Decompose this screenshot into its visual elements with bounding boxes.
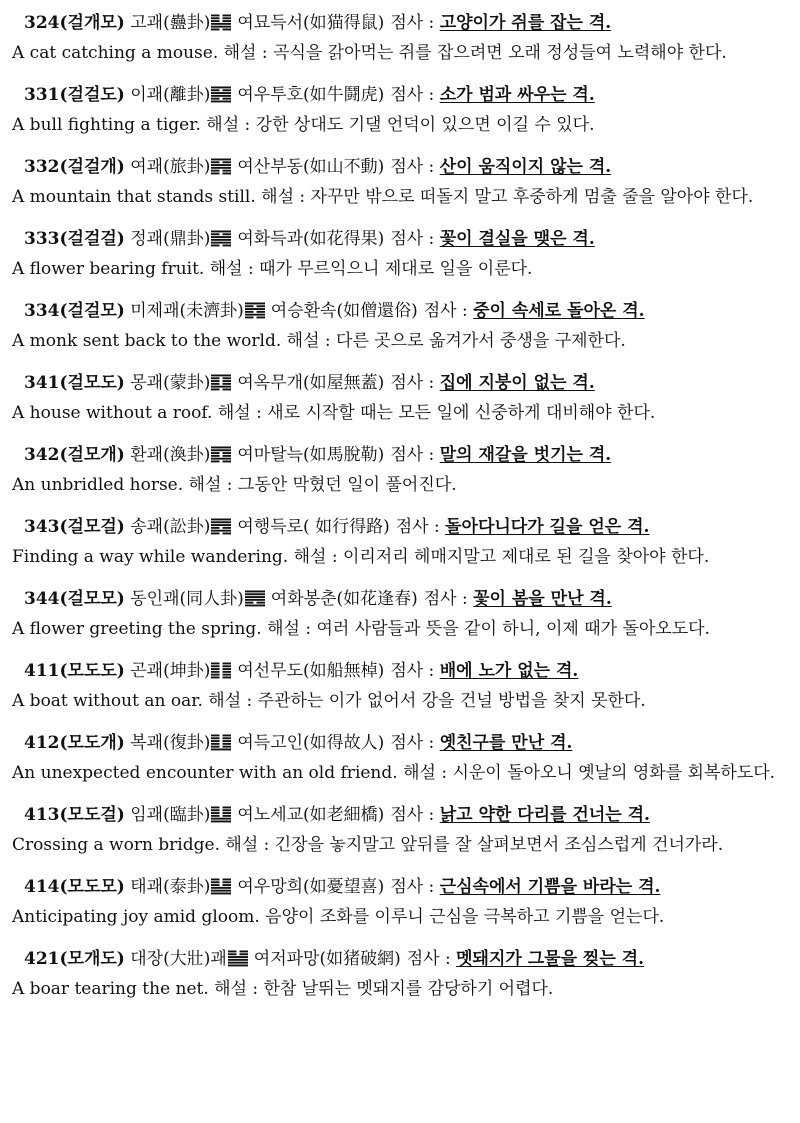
yin-line (256, 317, 265, 319)
yin-line (239, 953, 248, 955)
entry-description-line (12, 184, 782, 211)
entry-description: A flower bearing fruit. 해설 : 때가 무르익으니 제대로 일을 이룬다. (12, 259, 533, 279)
yin-line (228, 953, 237, 955)
entry-number: 412(모도개) (24, 733, 125, 753)
yin-line (211, 233, 220, 235)
oracle-label: 점사 : (390, 157, 435, 177)
entry-header-line (12, 158, 782, 176)
hexagram-icon (211, 230, 231, 247)
yin-line (211, 812, 220, 814)
oracle-text: 꽃이 결실을 맺은 격. (439, 229, 595, 249)
gua-name: 동인괘(同人卦) (130, 589, 244, 609)
yin-line (223, 389, 232, 391)
entry-description-line (12, 256, 782, 283)
yin-line (211, 884, 220, 886)
oracle-text: 고양이가 쥐를 잡는 격. (439, 13, 612, 33)
oracle-text: 낡고 약한 다리를 건너는 격. (439, 805, 650, 825)
yang-line (211, 524, 231, 526)
idiom: 여승환속(如僧還俗) (270, 301, 418, 321)
hexagram-icon (211, 374, 231, 391)
hexagram-lines (211, 518, 231, 535)
gua-name: 이괘(離卦) (130, 85, 211, 105)
yin-line (223, 383, 232, 385)
yang-line (211, 890, 231, 892)
yang-line (211, 159, 231, 161)
idiom: 여화봉춘(如花逢春) (270, 589, 418, 609)
entry-description-line (12, 544, 782, 571)
oracle-text: 산이 움직이지 않는 격. (439, 157, 612, 177)
yin-line (223, 29, 232, 31)
hexagram-lines (211, 158, 231, 175)
idiom: 여화득과(如花得果) (237, 229, 385, 249)
hexagram-icon (228, 950, 248, 967)
yin-line (211, 455, 220, 457)
divination-entry (12, 662, 782, 715)
yang-line (245, 591, 265, 593)
hexagram-icon (245, 590, 265, 607)
hexagram-icon (211, 662, 231, 679)
yang-line (211, 164, 231, 166)
yin-line (223, 668, 232, 670)
yang-line (228, 965, 248, 967)
yin-line (223, 671, 232, 673)
yin-line (223, 737, 232, 739)
yin-line (223, 533, 232, 535)
yin-line (211, 668, 220, 670)
oracle-text: 멧돼지가 그물을 찢는 격. (456, 949, 645, 969)
yin-line (211, 377, 220, 379)
entry-header-line (12, 518, 782, 536)
yang-line (245, 593, 265, 595)
yang-line (211, 236, 231, 238)
hexagram-lines (245, 590, 265, 607)
hexagram-icon (211, 878, 231, 895)
yin-line (211, 677, 220, 679)
yang-line (211, 530, 231, 532)
yang-line (211, 519, 231, 521)
entry-number: 342(걸모개) (24, 445, 125, 465)
oracle-label: 점사 : (390, 877, 435, 897)
yin-line (223, 746, 232, 748)
hexagram-lines (211, 374, 231, 391)
yin-line (223, 735, 232, 737)
yin-line (211, 671, 220, 673)
yang-line (245, 308, 265, 310)
entry-number: 341(걸모도) (24, 373, 125, 393)
yin-line (211, 740, 220, 742)
entry-description: An unbridled horse. 해설 : 그동안 막혔던 일이 풀어진다. (12, 475, 457, 495)
oracle-label: 점사 : (390, 229, 435, 249)
entry-description-line (12, 400, 782, 427)
yin-line (211, 245, 220, 247)
yang-line (211, 375, 231, 377)
hexagram-lines (245, 302, 265, 319)
yin-line (223, 245, 232, 247)
oracle-label: 점사 : (390, 13, 435, 33)
yang-line (211, 887, 231, 889)
oracle-label: 점사 : (423, 301, 468, 321)
gua-name: 송괘(訟卦) (130, 517, 211, 537)
yin-line (211, 173, 220, 175)
oracle-label: 점사 : (390, 445, 435, 465)
entry-description: A boar tearing the net. 해설 : 한참 날뛰는 멧돼지를 감당하기 어렵다. (12, 979, 554, 999)
yin-line (211, 170, 220, 172)
yang-line (211, 447, 231, 449)
yang-line (211, 231, 231, 233)
hexagram-lines (211, 86, 231, 103)
entry-number: 324(걸개모) (24, 13, 125, 33)
divination-entry (12, 734, 782, 787)
yang-line (211, 239, 231, 241)
entry-description: A house without a roof. 해설 : 새로 시작할 때는 모든 일에 신중하게 대비해야 한다. (12, 403, 656, 423)
entry-header-line (12, 662, 782, 680)
yang-line (245, 596, 265, 598)
entry-header-line (12, 14, 782, 32)
hexagram-lines (211, 806, 231, 823)
oracle-text: 돌아다니다가 길을 얻은 격. (445, 517, 650, 537)
yin-line (211, 533, 220, 535)
yin-line (211, 98, 220, 100)
entry-header-line (12, 230, 782, 248)
yin-line (223, 173, 232, 175)
hexagram-icon (211, 806, 231, 823)
yang-line (211, 101, 231, 103)
yang-line (211, 26, 231, 28)
divination-entry (12, 230, 782, 283)
divination-entry (12, 518, 782, 571)
gua-name: 고괘(蠱卦) (130, 13, 211, 33)
yin-line (211, 389, 220, 391)
hexagram-lines (211, 446, 231, 463)
oracle-text: 근심속에서 기쁨을 바라는 격. (439, 877, 661, 897)
divination-entry (12, 158, 782, 211)
yin-line (223, 377, 232, 379)
idiom: 여행득로( 如行得路) (237, 517, 390, 537)
entry-description-line (12, 832, 782, 859)
yin-line (256, 305, 265, 307)
oracle-text: 옛친구를 만난 격. (439, 733, 573, 753)
yin-line (223, 233, 232, 235)
entry-number: 414(모도모) (24, 877, 125, 897)
gua-name: 미제괘(未濟卦) (130, 301, 244, 321)
hexagram-lines (211, 878, 231, 895)
yang-line (211, 95, 231, 97)
yang-line (211, 386, 231, 388)
yin-line (223, 807, 232, 809)
oracle-label: 점사 : (406, 949, 451, 969)
entry-description-line (12, 616, 782, 643)
entry-number: 411(모도도) (24, 661, 125, 681)
yin-line (223, 89, 232, 91)
yin-line (211, 746, 220, 748)
yin-line (223, 809, 232, 811)
gua-name: 몽괘(蒙卦) (130, 373, 211, 393)
yang-line (211, 87, 231, 89)
yin-line (211, 461, 220, 463)
entry-number: 334(걸걸모) (24, 301, 125, 321)
idiom: 여저파망(如猪破網) (253, 949, 401, 969)
yang-line (245, 314, 265, 316)
entry-description-line (12, 760, 782, 787)
yin-line (211, 879, 220, 881)
yin-line (223, 740, 232, 742)
yang-line (211, 821, 231, 823)
yin-line (211, 665, 220, 667)
oracle-label: 점사 : (390, 661, 435, 681)
entry-description: A cat catching a mouse. 해설 : 곡식을 갉아먹는 쥐를 잡으려면 오래 정성들여 노력해야 한다. (12, 43, 727, 63)
divination-entry (12, 302, 782, 355)
divination-entry (12, 806, 782, 859)
hexagram-lines (211, 734, 231, 751)
entry-number: 344(걸모모) (24, 589, 125, 609)
entry-number: 333(걸걸걸) (24, 229, 125, 249)
yin-line (228, 951, 237, 953)
entry-description-line (12, 472, 782, 499)
yin-line (223, 170, 232, 172)
idiom: 여선무도(如船無棹) (237, 661, 385, 681)
oracle-label: 점사 : (390, 85, 435, 105)
yin-line (245, 317, 254, 319)
yin-line (211, 735, 220, 737)
yang-line (245, 303, 265, 305)
yang-line (211, 818, 231, 820)
yin-line (223, 815, 232, 817)
yin-line (223, 20, 232, 22)
hexagram-icon (211, 518, 231, 535)
entry-number: 421(모개도) (24, 949, 125, 969)
gua-name: 복괘(復卦) (130, 733, 211, 753)
yang-line (211, 521, 231, 523)
yin-line (211, 15, 220, 17)
yin-line (239, 951, 248, 953)
yang-line (245, 605, 265, 607)
yang-line (211, 458, 231, 460)
yin-line (211, 663, 220, 665)
entry-header-line (12, 446, 782, 464)
entry-description: An unexpected encounter with an old friend. 해설 : 시운이 돌아오니 옛날의 영화를 회복하도다. (12, 763, 776, 783)
oracle-text: 소가 범과 싸우는 격. (439, 85, 595, 105)
entry-number: 413(모도걸) (24, 805, 125, 825)
yin-line (211, 380, 220, 382)
yin-line (211, 807, 220, 809)
yin-line (245, 602, 254, 604)
yin-line (211, 452, 220, 454)
yin-line (211, 17, 220, 19)
entry-description-line (12, 112, 782, 139)
oracle-text: 집에 지붕이 없는 격. (439, 373, 595, 393)
yang-line (211, 893, 231, 895)
entry-description: Crossing a worn bridge. 해설 : 긴장을 놓지말고 앞뒤를 잘 살펴보면서 조심스럽게 건너가라. (12, 835, 724, 855)
hexagram-icon (211, 14, 231, 31)
entry-description-line (12, 688, 782, 715)
yang-line (211, 449, 231, 451)
yin-line (223, 663, 232, 665)
entry-description: Anticipating joy amid gloom. 음양이 조화를 이루니 근심을 극복하고 기쁨을 얻는다. (12, 907, 665, 927)
entry-description-line (12, 976, 782, 1003)
yin-line (223, 17, 232, 19)
divination-entry (12, 878, 782, 931)
yin-line (211, 29, 220, 31)
yang-line (211, 167, 231, 169)
yin-line (211, 815, 220, 817)
hexagram-lines (211, 662, 231, 679)
entry-header-line (12, 950, 782, 968)
entry-description: A flower greeting the spring. 해설 : 여러 사람들과 뜻을 같이 하니, 이제 때가 돌아오도다. (12, 619, 710, 639)
entry-header-line (12, 302, 782, 320)
yin-line (223, 674, 232, 676)
hexagram-icon (211, 734, 231, 751)
idiom: 여묘득서(如猫得鼠) (237, 13, 385, 33)
gua-name: 여괘(旅卦) (130, 157, 211, 177)
hexagram-icon (245, 302, 265, 319)
oracle-label: 점사 : (395, 517, 440, 537)
entry-header-line (12, 590, 782, 608)
yin-line (211, 743, 220, 745)
yin-line (223, 881, 232, 883)
entry-description: A mountain that stands still. 해설 : 자꾸만 밖으로 떠돌지 말고 후중하게 멈출 줄을 알아야 한다. (12, 187, 754, 207)
yin-line (256, 602, 265, 604)
entry-description: A monk sent back to the world. 해설 : 다른 곳으로 옮겨가서 중생을 구제한다. (12, 331, 626, 351)
entry-description: Finding a way while wandering. 해설 : 이리저리 헤매지말고 제대로 된 길을 찾아야 한다. (12, 547, 710, 567)
oracle-text: 중이 속세로 돌아온 격. (473, 301, 645, 321)
gua-name: 정괘(鼎卦) (130, 229, 211, 249)
yin-line (223, 15, 232, 17)
entry-description: A bull fighting a tiger. 해설 : 강한 상대도 기댈 언덕이 있으면 이길 수 있다. (12, 115, 595, 135)
yin-line (256, 311, 265, 313)
entry-number: 332(걸걸개) (24, 157, 125, 177)
yin-line (223, 812, 232, 814)
hexagram-icon (211, 158, 231, 175)
entry-description: A boat without an oar. 해설 : 주관하는 이가 없어서 강을 건널 방법을 찾지 못한다. (12, 691, 646, 711)
yin-line (211, 674, 220, 676)
divination-entry (12, 950, 782, 1003)
oracle-label: 점사 : (390, 373, 435, 393)
yang-line (211, 23, 231, 25)
entry-number: 331(걸걸도) (24, 85, 125, 105)
yang-line (228, 959, 248, 961)
entry-header-line (12, 374, 782, 392)
yin-line (223, 665, 232, 667)
entry-header-line (12, 734, 782, 752)
gua-name: 환괘(渙卦) (130, 445, 211, 465)
yang-line (211, 242, 231, 244)
gua-name: 태괘(泰卦) (130, 877, 211, 897)
idiom: 여득고인(如得故人) (237, 733, 385, 753)
yin-line (245, 311, 254, 313)
entry-number: 343(걸모걸) (24, 517, 125, 537)
yang-line (211, 92, 231, 94)
divination-entry (12, 14, 782, 67)
oracle-text: 꽃이 봄을 만난 격. (473, 589, 612, 609)
gua-name: 임괘(臨卦) (130, 805, 211, 825)
oracle-label: 점사 : (390, 733, 435, 753)
yin-line (223, 452, 232, 454)
idiom: 여옥무개(如屋無蓋) (237, 373, 385, 393)
yin-line (223, 677, 232, 679)
entry-description-line (12, 40, 782, 67)
hexagram-lines (211, 230, 231, 247)
hexagram-lines (211, 14, 231, 31)
divination-entry (12, 590, 782, 643)
entry-description-line (12, 328, 782, 355)
hexagram-lines (228, 950, 248, 967)
yin-line (211, 89, 220, 91)
yang-line (228, 956, 248, 958)
gua-name: 대장(大壯)괘 (130, 949, 227, 969)
entry-description-line (12, 904, 782, 931)
oracle-label: 점사 : (423, 589, 468, 609)
yin-line (211, 161, 220, 163)
hexagram-icon (211, 86, 231, 103)
idiom: 여우망희(如憂望喜) (237, 877, 385, 897)
divination-entry (12, 374, 782, 427)
divination-entry (12, 446, 782, 499)
yin-line (223, 884, 232, 886)
idiom: 여우투호(如牛鬪虎) (237, 85, 385, 105)
yin-line (211, 20, 220, 22)
oracle-text: 말의 재갈을 벗기는 격. (439, 445, 612, 465)
yin-line (211, 527, 220, 529)
yin-line (223, 461, 232, 463)
oracle-label: 점사 : (390, 805, 435, 825)
yin-line (211, 881, 220, 883)
entry-header-line (12, 86, 782, 104)
yin-line (223, 879, 232, 881)
yin-line (211, 809, 220, 811)
idiom: 여노세교(如老細橋) (237, 805, 385, 825)
yin-line (223, 743, 232, 745)
yang-line (211, 749, 231, 751)
divination-entry (12, 86, 782, 139)
idiom: 여산부동(如山不動) (237, 157, 385, 177)
yin-line (211, 737, 220, 739)
yin-line (211, 383, 220, 385)
yin-line (223, 161, 232, 163)
yin-line (223, 527, 232, 529)
entry-header-line (12, 878, 782, 896)
oracle-text: 배에 노가 없는 격. (439, 661, 579, 681)
yang-line (245, 599, 265, 601)
yin-line (223, 98, 232, 100)
yin-line (223, 455, 232, 457)
entry-header-line (12, 806, 782, 824)
gua-name: 곤괘(坤卦) (130, 661, 211, 681)
yin-line (223, 380, 232, 382)
hexagram-icon (211, 446, 231, 463)
idiom: 여마탈늑(如馬脫勒) (237, 445, 385, 465)
yin-line (245, 305, 254, 307)
yang-line (228, 962, 248, 964)
